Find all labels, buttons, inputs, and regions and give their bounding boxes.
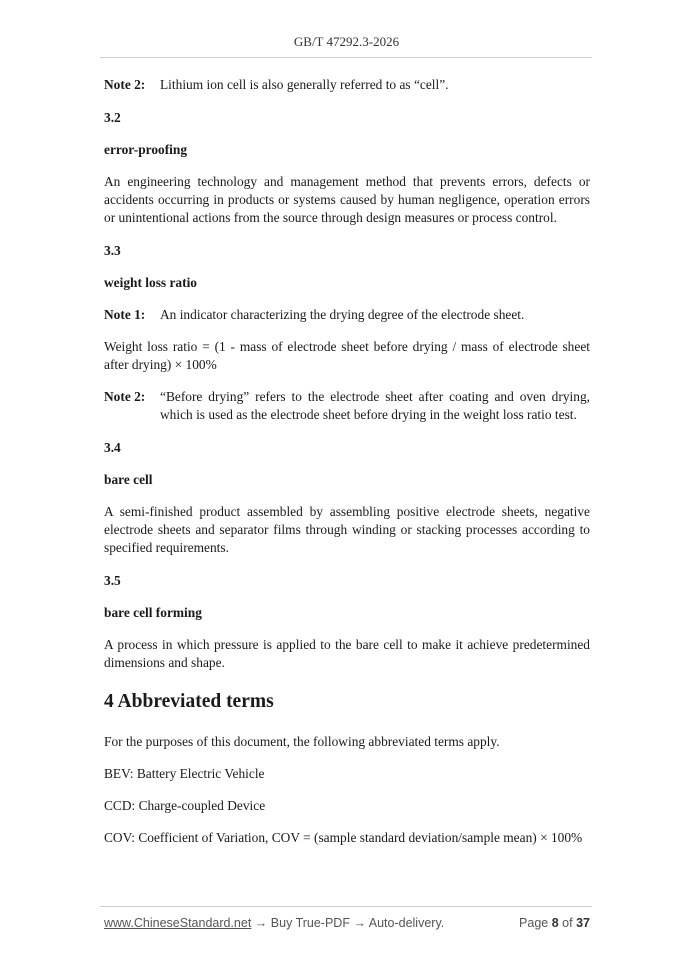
arrow-icon: → xyxy=(353,916,366,930)
term-error-proofing: error-proofing xyxy=(104,142,188,157)
term-bare-cell-forming: bare cell forming xyxy=(104,605,202,620)
page-header: GB/T 47292.3-2026 xyxy=(293,34,400,49)
abbreviation-cov: COV: Coefficient of Variation, COV = (sample standard deviation/sample mean) × 100% xyxy=(104,830,583,845)
abbreviation-ccd: CCD: Charge-coupled Device xyxy=(104,798,266,813)
note-2-before-drying xyxy=(104,388,590,424)
page-word: Page xyxy=(519,916,549,930)
page-indicator xyxy=(519,916,590,930)
definition-bare-cell-forming: A process in which pressure is applied to the bare cell to make it achieve predetermined dimensions and shape. xyxy=(104,637,590,670)
term-weight-loss-ratio: weight loss ratio xyxy=(104,275,197,290)
clause-number-3-4: 3.4 xyxy=(104,440,121,455)
footer-left xyxy=(104,916,444,930)
note-text: Lithium ion cell is also generally referred to as “cell”. xyxy=(160,77,449,92)
buy-true-pdf-text: Buy True-PDF xyxy=(270,916,350,930)
abbreviation-bev: BEV: Battery Electric Vehicle xyxy=(104,766,265,781)
clause-number-3-2: 3.2 xyxy=(104,110,121,125)
note-2-cell xyxy=(104,76,590,94)
document-body xyxy=(104,74,590,847)
term-bare-cell: bare cell xyxy=(104,472,153,487)
header-divider xyxy=(100,57,592,58)
abbreviations-intro: For the purposes of this document, the following abbreviated terms apply. xyxy=(104,734,500,749)
definition-bare-cell: A semi-finished product assembled by assembling positive electrode sheets, negative electrode sheets and separator films through winding or stacking processes according to specified requirements. xyxy=(104,504,590,555)
note-1-weight-loss xyxy=(104,306,590,324)
page-number: 8 xyxy=(551,916,559,930)
of-word: of xyxy=(562,916,573,930)
note-label: Note 2: xyxy=(104,77,146,92)
clause-number-3-3: 3.3 xyxy=(104,243,121,258)
arrow-icon: → xyxy=(254,916,268,930)
page-footer xyxy=(104,916,590,934)
page-total: 37 xyxy=(576,916,590,930)
note-text: An indicator characterizing the drying degree of the electrode sheet. xyxy=(160,307,525,322)
definition-error-proofing: An engineering technology and management method that prevents errors, defects or accidents occurring in products or systems caused by human negligence, operation errors or unintentional actions from the source through design measures or process control. xyxy=(104,174,590,225)
footer-divider xyxy=(100,906,592,907)
note-label: Note 1: xyxy=(104,307,146,322)
clause-number-3-5: 3.5 xyxy=(104,573,121,588)
note-label: Note 2: xyxy=(104,389,146,404)
auto-delivery-text: Auto-delivery. xyxy=(368,916,445,930)
section-heading-abbreviated-terms: 4 Abbreviated terms xyxy=(104,691,274,712)
weight-loss-formula: Weight loss ratio = (1 - mass of electrode sheet before drying / mass of electrode sheet after drying) × 100% xyxy=(104,339,590,372)
note-text: “Before drying” refers to the electrode sheet after coating and oven drying, which is used as the electrode sheet before drying in the weight loss ratio test. xyxy=(160,389,590,422)
chinese-standard-link[interactable]: www.ChineseStandard.net xyxy=(104,916,252,930)
